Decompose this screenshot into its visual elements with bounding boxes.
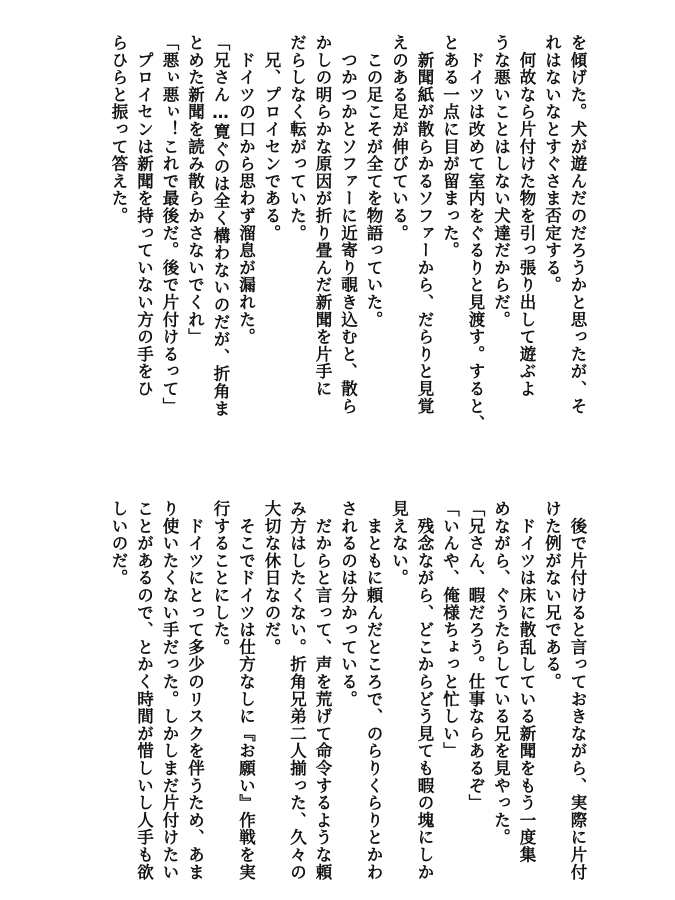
text-column: 「兄さん…寛ぐのは全く構わないのだが、折角ま bbox=[211, 34, 230, 418]
text-column: れはないなとすぐさま否定する。 bbox=[542, 34, 562, 294]
text-column: プロイセンは新聞を持っていない方の手をひ bbox=[134, 34, 154, 398]
text-column: そこでドイツは仕方なしに『お願い』作戦を実 bbox=[236, 500, 256, 881]
text-column: 「兄さん、暇だろう。仕事ならあるぞ」 bbox=[466, 500, 485, 812]
text-column: だからと言って、声を荒げて命令するような頼 bbox=[313, 500, 332, 881]
text-column: 残念ながら、どこからどう見ても暇の塊にしか bbox=[415, 500, 434, 881]
text-column: 「悪ぃ悪ぃ！これで最後だ。後で片付けるって」 bbox=[160, 34, 179, 415]
text-column: めながら、ぐうたらしている兄を見やった。 bbox=[491, 500, 511, 846]
text-column: ことがあるので、とかく時間が惜しいし人手も欲 bbox=[134, 500, 154, 881]
text-column: しいのだ。 bbox=[109, 500, 128, 587]
text-column: とある一点に目が留まった。 bbox=[440, 34, 460, 259]
text-column: ドイツにとって多少のリスクを伴うため、あま bbox=[185, 500, 205, 881]
text-column: み方はしたくない。折角兄弟二人揃った、久々の bbox=[287, 500, 307, 881]
text-column: ドイツの口から思わず溜息が漏れた。 bbox=[236, 34, 256, 346]
text-column: ドイツは改めて室内をぐるりと見渡す。すると、 bbox=[466, 34, 485, 432]
text-column: 見えない。 bbox=[389, 500, 409, 587]
text-column: 新聞紙が散らかるソファーから、だらりと見覚 bbox=[415, 34, 434, 415]
text-column: この足こそが全てを物語っていた。 bbox=[364, 34, 383, 329]
text-column: らひらと振って答えた。 bbox=[109, 34, 128, 225]
text-column: かしの明らかな原因が折り畳んだ新聞を片手に bbox=[313, 34, 332, 398]
top-text-block bbox=[65, 34, 585, 434]
text-column: されるのは分かっている。 bbox=[338, 500, 358, 708]
text-column: 後で片付けると言っておきながら、実際に片付 bbox=[568, 500, 587, 881]
text-column: つかつかとソファーに近寄り覗き込むと、散ら bbox=[338, 34, 358, 415]
text-column: けた例がない兄である。 bbox=[542, 500, 562, 691]
bottom-text-block bbox=[65, 500, 587, 881]
text-column: 行することにした。 bbox=[211, 500, 230, 656]
text-column: 何故なら片付けた物を引っ張り出して遊ぶよ bbox=[517, 34, 536, 398]
text-column: とめた新聞を読み散らかさないでくれ」 bbox=[185, 34, 205, 346]
text-column: えのある足が伸びている。 bbox=[389, 34, 409, 242]
text-column: り使いたくない手だった。しかしまだ片付けたい bbox=[160, 500, 179, 881]
text-column: ドイツは床に散乱している新聞をもう一度集 bbox=[517, 500, 536, 864]
text-column: 大切な休日なのだ。 bbox=[262, 500, 281, 656]
text-column: うな悪いことはしない犬達だからだ。 bbox=[491, 34, 511, 329]
text-column: を傾げた。犬が遊んだのだろうかと思ったが、そ bbox=[568, 34, 587, 415]
text-column: だらしなく転がっていた。 bbox=[287, 34, 307, 242]
text-column: 兄、プロイセンである。 bbox=[262, 34, 281, 242]
text-column: まともに頼んだところで、のらりくらりとかわ bbox=[364, 500, 383, 881]
text-column: 「いんや、俺様ちょっと忙しい」 bbox=[440, 500, 460, 760]
